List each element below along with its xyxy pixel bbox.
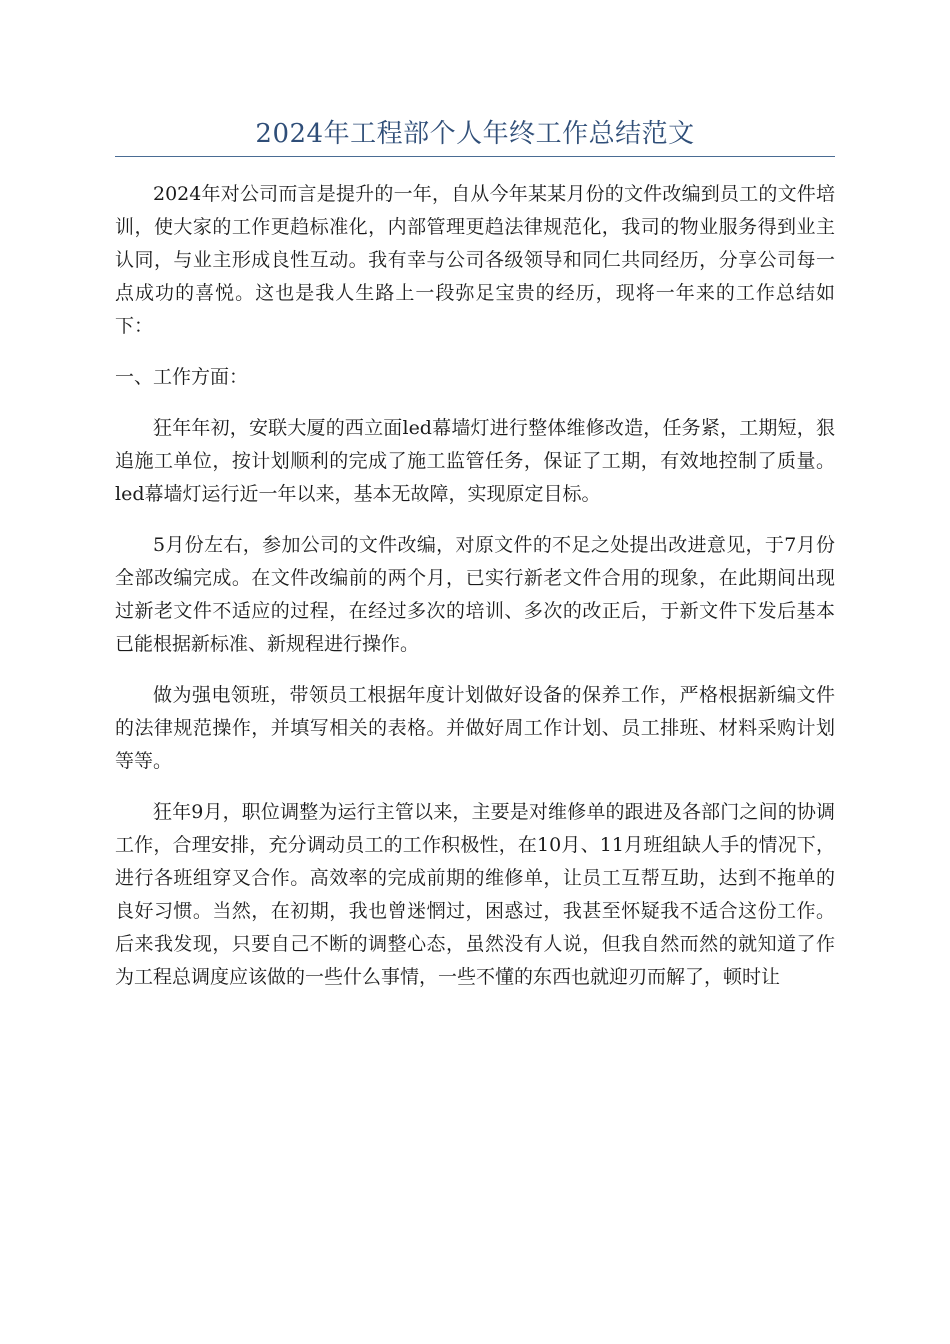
document-body (115, 178, 835, 1012)
section-heading-work: 一、工作方面： (115, 366, 249, 388)
paragraph-team-leader: 做为强电领班，带领员工根据年度计划做好设备的保养工作，严格根据新编文件的法律规范操作，并填写相关的表格。并做好周工作计划、员工排班、材料采购计划等等。 (115, 684, 835, 772)
paragraph-led-renovation: 狂年年初，安联大厦的西立面led幕墙灯进行整体维修改造，任务紧，工期短，狠追施工单位，按计划顺利的完成了施工监管任务，保证了工期，有效地控制了质量。led幕墙灯运行近一年以来，基本无故障，实现原定目标。 (115, 417, 835, 505)
title-block (115, 112, 835, 157)
document-title: 2024年工程部个人年终工作总结范文 (255, 119, 695, 149)
paragraph-position-change: 狂年9月，职位调整为运行主管以来，主要是对维修单的跟进及各部门之间的协调工作，合理安排，充分调动员工的工作积极性，在10月、11月班组缺人手的情况下，进行各班组穿叉合作。高效率的完成前期的维修单，让员工互帮互助，达到不拖单的良好习惯。当然，在初期，我也曾迷惘过，困惑过，我甚至怀疑我不适合这份工作。后来我发现，只要自己不断的调整心态，虽然没有人说，但我自然而然的就知道了作为工程总调度应该做的一些什么事情，一些不懂的东西也就迎刃而解了，顿时让 (115, 801, 835, 988)
paragraph-document-revision: 5月份左右，参加公司的文件改编，对原文件的不足之处提出改进意见，于7月份全部改编完成。在文件改编前的两个月，已实行新老文件合用的现象，在此期间出现过新老文件不适应的过程，在经过多次的培训、多次的改正后，于新文件下发后基本已能根据新标准、新规程进行操作。 (115, 534, 835, 655)
paragraph-intro: 2024年对公司而言是提升的一年，自从今年某某月份的文件改编到员工的文件培训，使大家的工作更趋标准化，内部管理更趋法律规范化，我司的物业服务得到业主认同，与业主形成良性互动。我有幸与公司各级领导和同仁共同经历，分享公司每一点成功的喜悦。这也是我人生路上一段弥足宝贵的经历，现将一年来的工作总结如下： (115, 183, 835, 337)
